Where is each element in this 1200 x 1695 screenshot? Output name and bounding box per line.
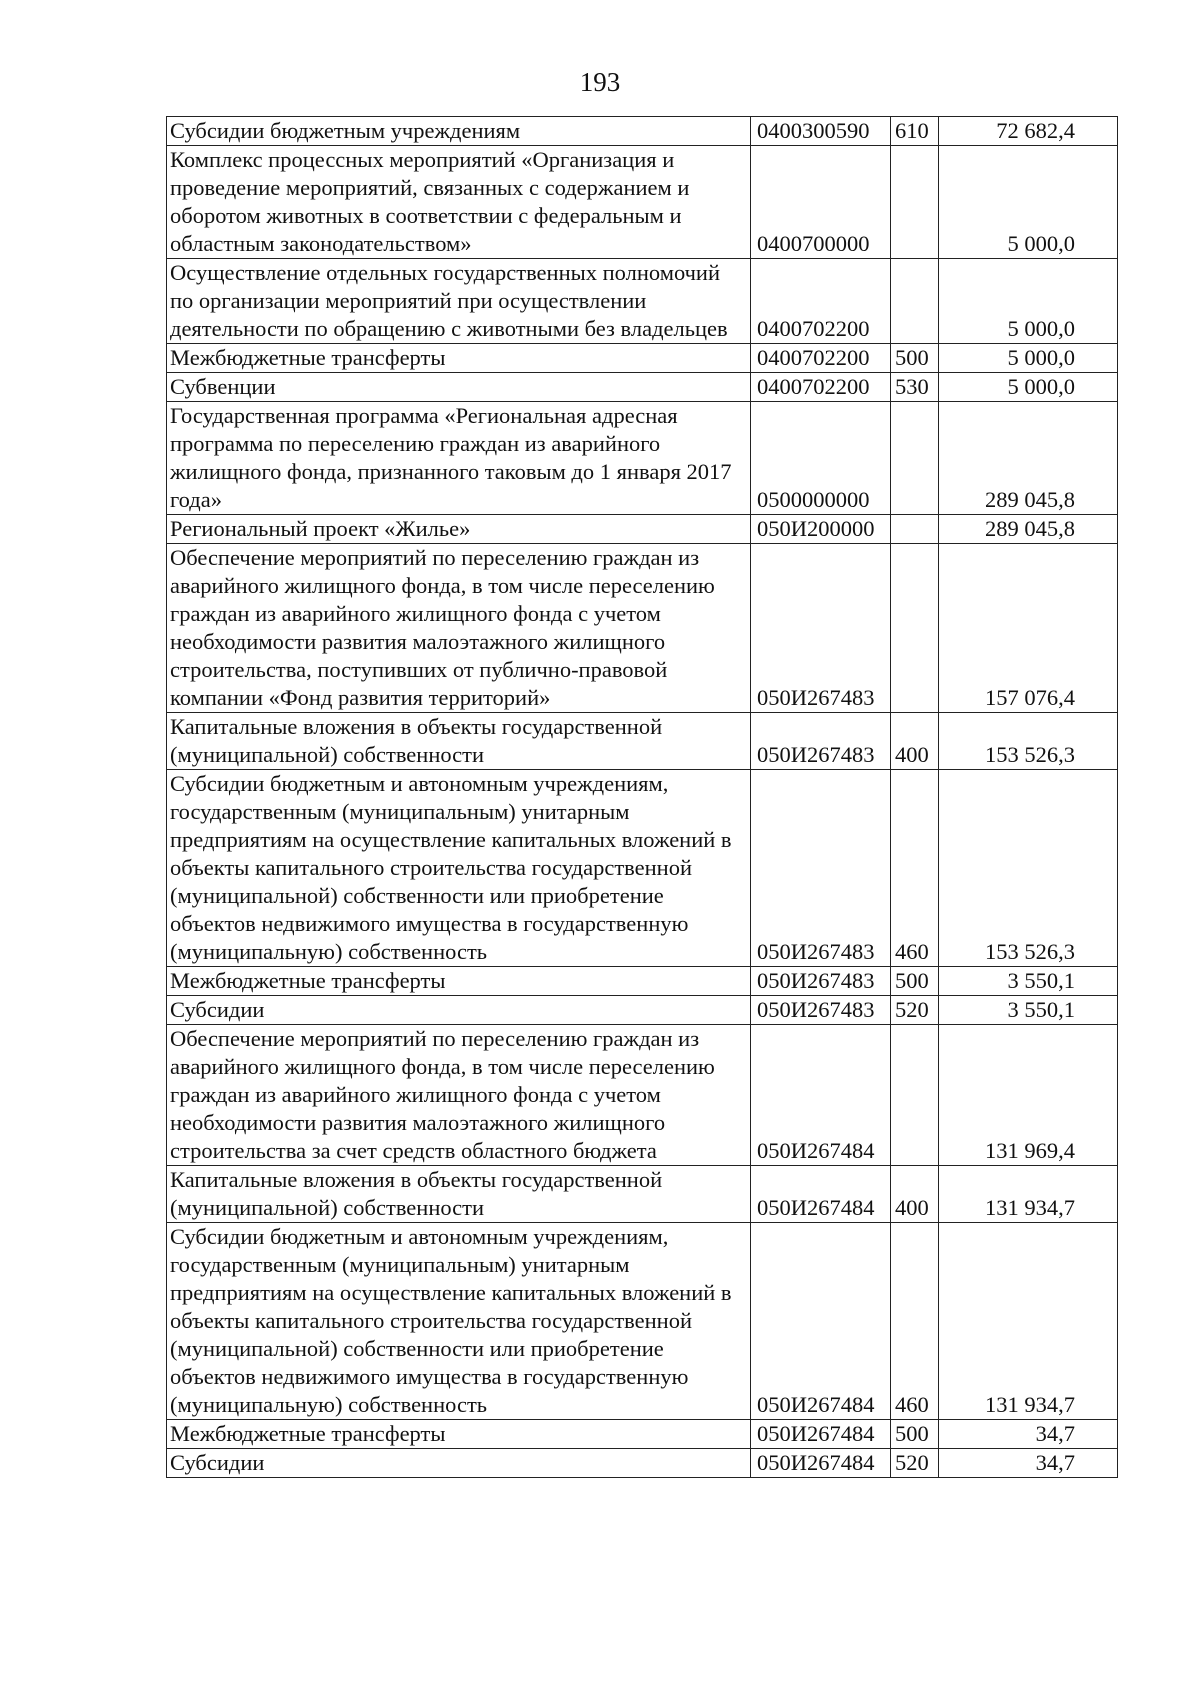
table-row (167, 402, 1118, 515)
target-article-code: 050И267484 (751, 1166, 891, 1223)
amount: 157 076,4 (939, 544, 1118, 713)
budget-table (166, 116, 1118, 1478)
expense-type-code: 460 (891, 1223, 939, 1420)
expense-name: Межбюджетные трансферты (167, 967, 751, 996)
amount: 131 934,7 (939, 1166, 1118, 1223)
table-row (167, 259, 1118, 344)
expense-name: Субвенции (167, 373, 751, 402)
expense-type-code: 520 (891, 996, 939, 1025)
amount: 72 682,4 (939, 117, 1118, 146)
expense-name: Межбюджетные трансферты (167, 344, 751, 373)
amount: 5 000,0 (939, 146, 1118, 259)
expense-name: Обеспечение мероприятий по переселению граждан из аварийного жилищного фонда, в том числе переселению граждан из аварийного жилищного фонда с учетом необходимости развития малоэтажного жилищного строительства, поступивших от публично-правовой компании «Фонд развития территорий» (167, 544, 751, 713)
expense-type-code (891, 1025, 939, 1166)
expense-name: Субсидии бюджетным учреждениям (167, 117, 751, 146)
target-article-code: 050И267483 (751, 967, 891, 996)
expense-type-code (891, 515, 939, 544)
target-article-code: 050И267484 (751, 1223, 891, 1420)
target-article-code: 0400702200 (751, 259, 891, 344)
table-row (167, 996, 1118, 1025)
amount: 131 934,7 (939, 1223, 1118, 1420)
expense-name: Осуществление отдельных государственных полномочий по организации мероприятий при осуществлении деятельности по обращению с животными без владельцев (167, 259, 751, 344)
amount: 5 000,0 (939, 259, 1118, 344)
amount: 3 550,1 (939, 996, 1118, 1025)
table-row (167, 1449, 1118, 1478)
expense-type-code: 460 (891, 770, 939, 967)
expense-name: Капитальные вложения в объекты государственной (муниципальной) собственности (167, 713, 751, 770)
expense-name: Субсидии (167, 1449, 751, 1478)
expense-name: Капитальные вложения в объекты государственной (муниципальной) собственности (167, 1166, 751, 1223)
target-article-code: 0400300590 (751, 117, 891, 146)
target-article-code: 050И267483 (751, 713, 891, 770)
expense-name: Обеспечение мероприятий по переселению граждан из аварийного жилищного фонда, в том числе переселению граждан из аварийного жилищного фонда с учетом необходимости развития малоэтажного жилищного строительства за счет средств областного бюджета (167, 1025, 751, 1166)
amount: 5 000,0 (939, 373, 1118, 402)
amount: 34,7 (939, 1420, 1118, 1449)
table-row (167, 1166, 1118, 1223)
target-article-code: 050И267484 (751, 1449, 891, 1478)
expense-type-code: 500 (891, 344, 939, 373)
amount: 3 550,1 (939, 967, 1118, 996)
table-row (167, 1223, 1118, 1420)
target-article-code: 0400702200 (751, 373, 891, 402)
expense-name: Субсидии бюджетным и автономным учреждениям, государственным (муниципальным) унитарным предприятиям на осуществление капитальных вложений в объекты капитального строительства государственной (муниципальной) собственности или приобретение объектов недвижимого имущества в государственную (муниципальную) собственность (167, 1223, 751, 1420)
table-row (167, 713, 1118, 770)
table-row (167, 1420, 1118, 1449)
amount: 5 000,0 (939, 344, 1118, 373)
expense-type-code: 500 (891, 1420, 939, 1449)
table-row (167, 117, 1118, 146)
expense-type-code (891, 544, 939, 713)
target-article-code: 0400702200 (751, 344, 891, 373)
amount: 131 969,4 (939, 1025, 1118, 1166)
amount: 153 526,3 (939, 770, 1118, 967)
amount: 34,7 (939, 1449, 1118, 1478)
expense-name: Межбюджетные трансферты (167, 1420, 751, 1449)
target-article-code: 050И267483 (751, 544, 891, 713)
table-row (167, 770, 1118, 967)
expense-name: Региональный проект «Жилье» (167, 515, 751, 544)
table-row (167, 967, 1118, 996)
expense-name: Комплекс процессных мероприятий «Организация и проведение мероприятий, связанных с содержанием и оборотом животных в соответствии с федеральным и областным законодательством» (167, 146, 751, 259)
budget-table-body (167, 117, 1118, 1478)
expense-type-code: 610 (891, 117, 939, 146)
amount: 289 045,8 (939, 515, 1118, 544)
expense-name: Субсидии (167, 996, 751, 1025)
target-article-code: 050И267484 (751, 1420, 891, 1449)
expense-type-code: 400 (891, 713, 939, 770)
target-article-code: 0500000000 (751, 402, 891, 515)
table-row (167, 146, 1118, 259)
target-article-code: 0400700000 (751, 146, 891, 259)
table-row (167, 544, 1118, 713)
expense-type-code (891, 146, 939, 259)
target-article-code: 050И267483 (751, 996, 891, 1025)
page-number: 193 (579, 67, 621, 97)
amount: 289 045,8 (939, 402, 1118, 515)
target-article-code: 050И267483 (751, 770, 891, 967)
expense-type-code (891, 259, 939, 344)
table-row (167, 515, 1118, 544)
expense-name: Государственная программа «Региональная адресная программа по переселению граждан из аварийного жилищного фонда, признанного таковым до 1 января 2017 года» (167, 402, 751, 515)
expense-type-code: 500 (891, 967, 939, 996)
expense-type-code: 530 (891, 373, 939, 402)
table-row (167, 373, 1118, 402)
table-row (167, 344, 1118, 373)
expense-type-code: 520 (891, 1449, 939, 1478)
target-article-code: 050И267484 (751, 1025, 891, 1166)
expense-type-code: 400 (891, 1166, 939, 1223)
expense-type-code (891, 402, 939, 515)
target-article-code: 050И200000 (751, 515, 891, 544)
table-row (167, 1025, 1118, 1166)
amount: 153 526,3 (939, 713, 1118, 770)
expense-name: Субсидии бюджетным и автономным учреждениям, государственным (муниципальным) унитарным предприятиям на осуществление капитальных вложений в объекты капитального строительства государственной (муниципальной) собственности или приобретение объектов недвижимого имущества в государственную (муниципальную) собственность (167, 770, 751, 967)
